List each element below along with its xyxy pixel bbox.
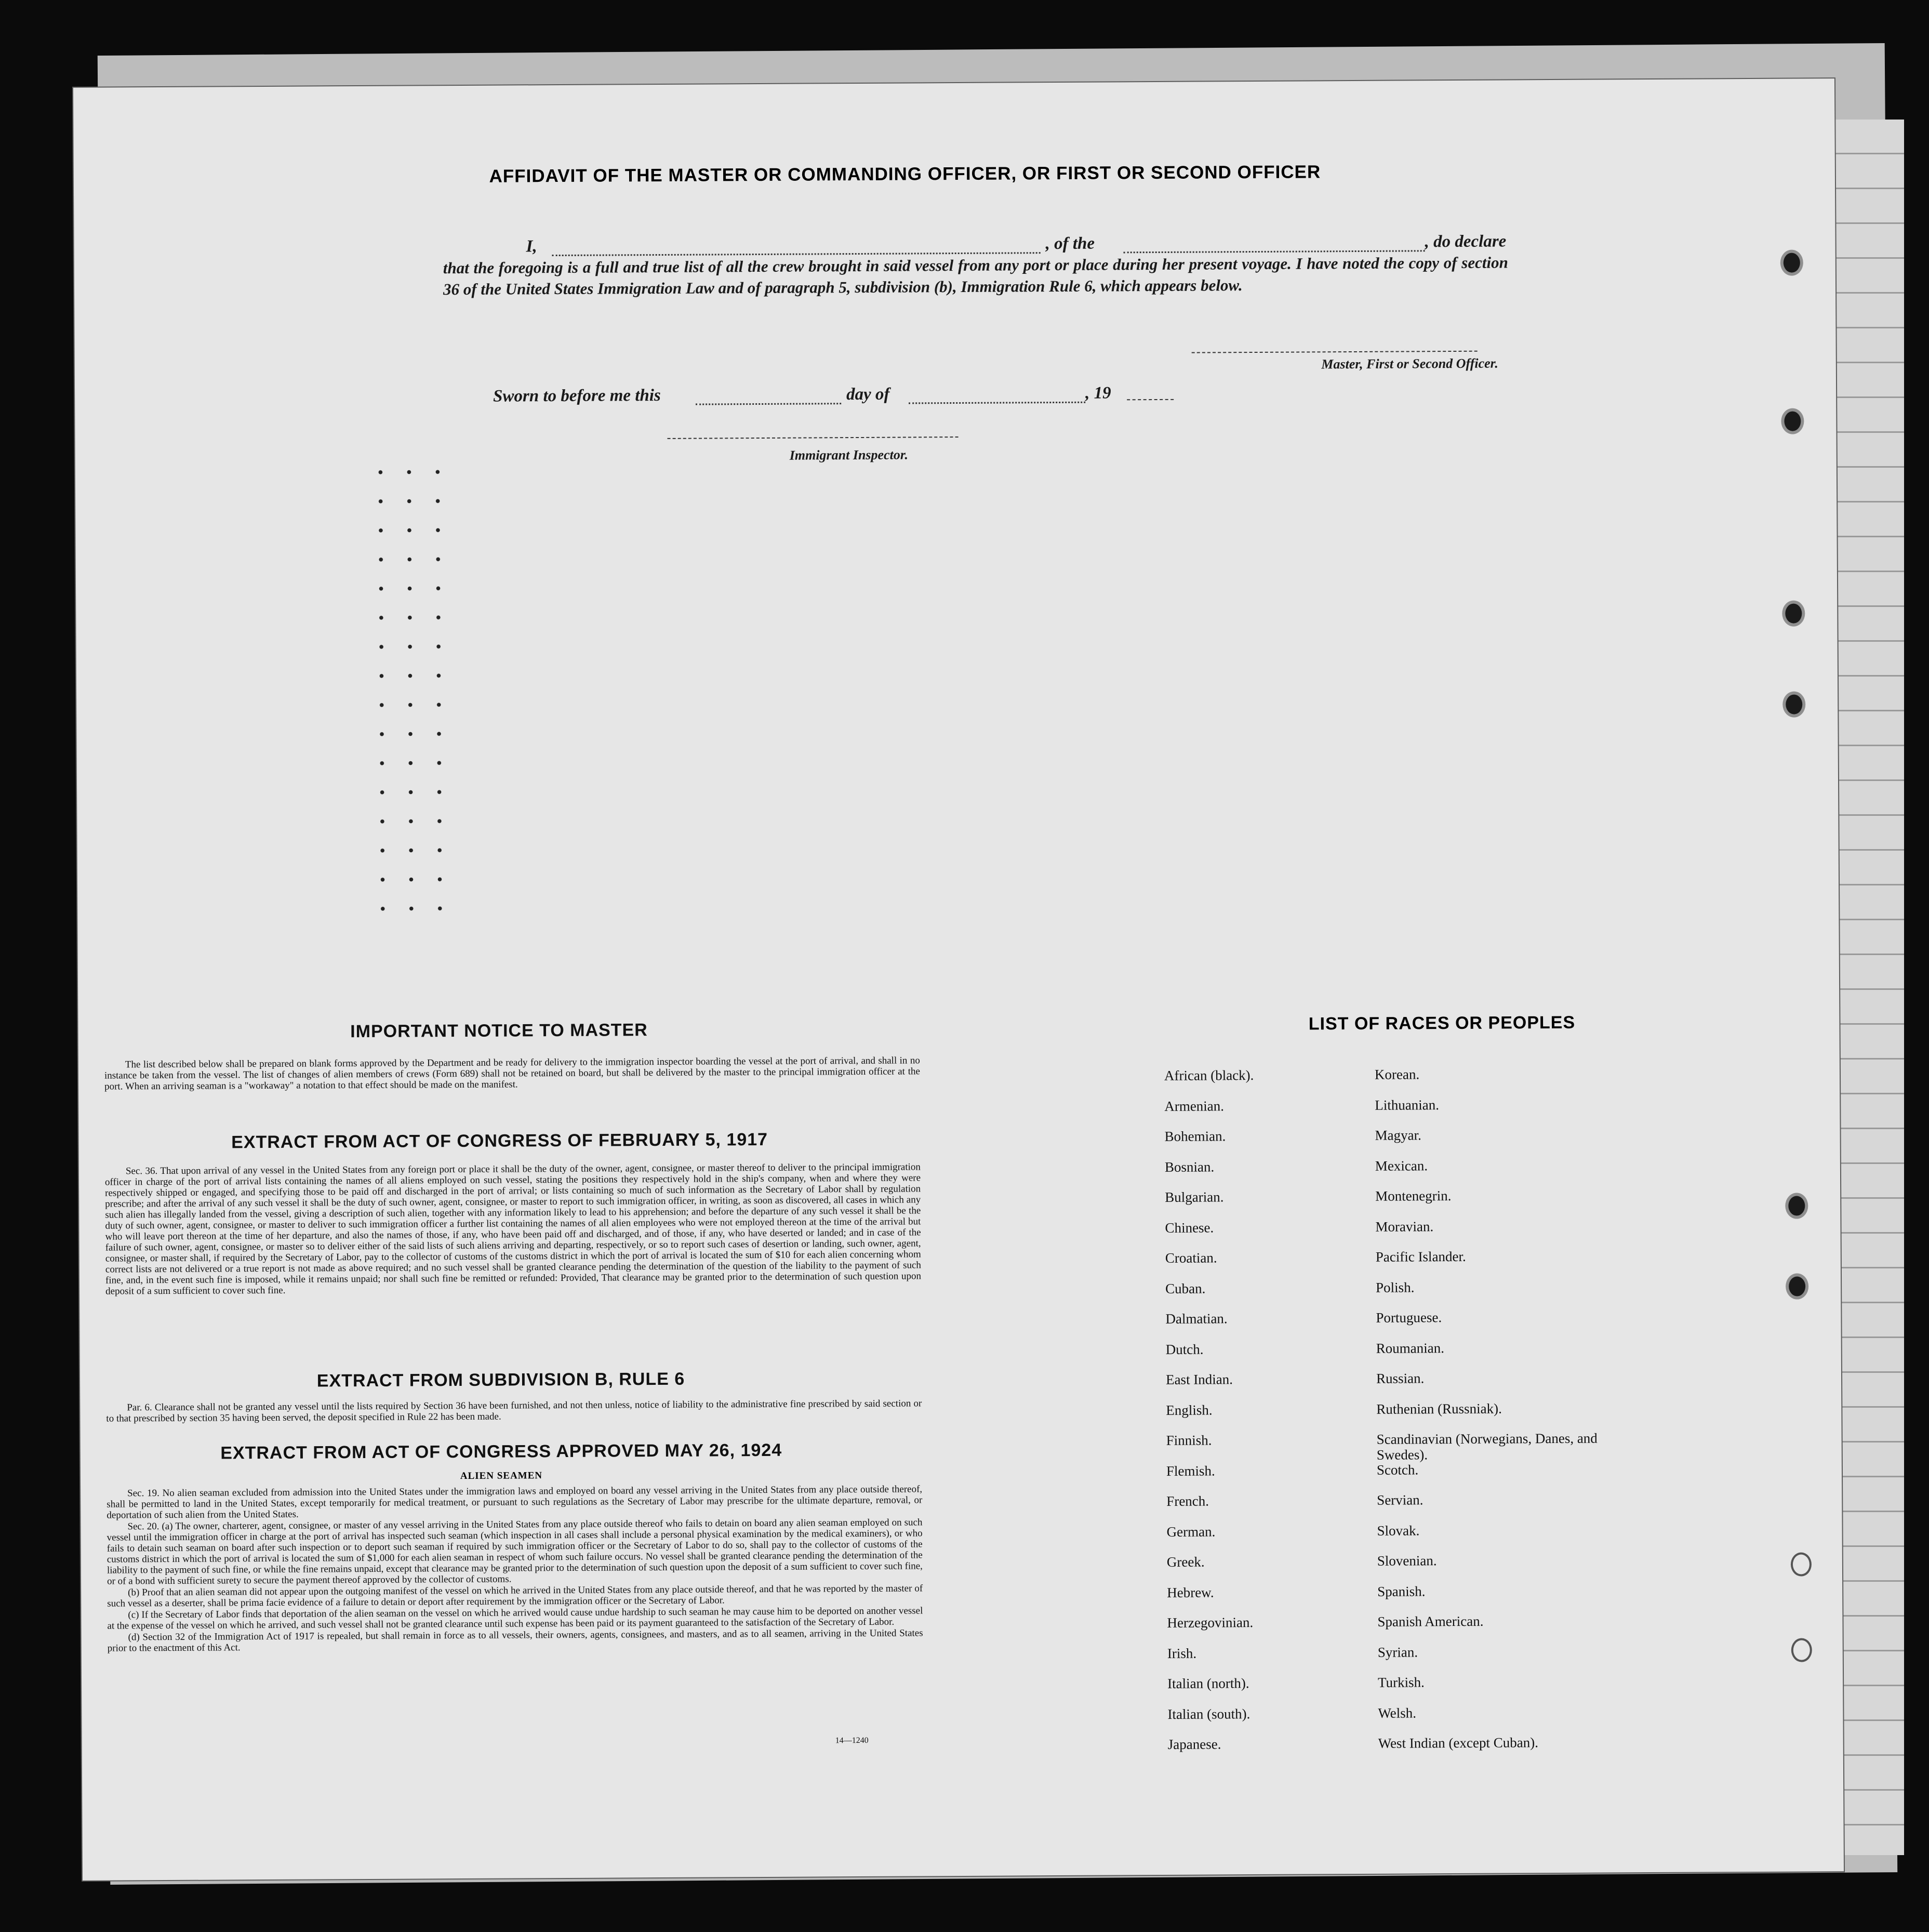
- race-item: Scotch.: [1376, 1461, 1419, 1478]
- race-item: Armenian.: [1164, 1097, 1225, 1114]
- race-item: Korean.: [1374, 1066, 1420, 1082]
- race-item: Magyar.: [1375, 1127, 1421, 1143]
- race-item: Herzegovinian.: [1167, 1615, 1254, 1631]
- race-item: Ruthenian (Russniak).: [1376, 1400, 1502, 1417]
- extract-1924-body: [107, 1484, 923, 1654]
- races-left-column: [1164, 1067, 1365, 1767]
- notice-body: The list described below shall be prepared on blank forms approved by the Department and be ready for delivery to the immigration inspector boarding the vessel at the port of arrival, and shall in no instance be taken from the vessel. The list of changes of alien members of crews (Form 689) shall not be retained on board, but shall be delivered by the master to the principal immigration officer at the port. When an arriving seaman is a "workaway" a notation to that effect should be made on the manifest.: [104, 1055, 920, 1092]
- race-item: Pacific Islander.: [1375, 1248, 1466, 1265]
- binder-hole: [1785, 603, 1802, 623]
- race-item: English.: [1166, 1401, 1213, 1418]
- race-item: Moravian.: [1375, 1218, 1434, 1235]
- binder-hole: [1789, 1276, 1805, 1296]
- sworn-day-blank[interactable]: [696, 399, 841, 405]
- inspector-signature-line[interactable]: [668, 436, 959, 439]
- race-item: Syrian.: [1377, 1644, 1418, 1660]
- race-item: Irish.: [1167, 1645, 1197, 1661]
- binder-hole: [1786, 694, 1802, 714]
- race-item: Dalmatian.: [1165, 1311, 1228, 1327]
- races-title: LIST OF RACES OR PEOPLES: [1308, 1012, 1576, 1034]
- race-item: Spanish.: [1377, 1583, 1426, 1599]
- binder-hole: [1793, 1640, 1810, 1660]
- race-item: Croatian.: [1165, 1250, 1217, 1266]
- extract-1924-paragraph: (d) Section 32 of the Immigration Act of 1917 is repealed, but shall remain in force as to all vessels, their owners, agents, consignees, and masters, and as to all seamen, arriving in the United States prior to the enactment of this Act.: [107, 1627, 923, 1654]
- dot-leaders: [366, 457, 452, 925]
- race-item: East Indian.: [1165, 1371, 1233, 1387]
- race-item: Scandinavian (Norwegians, Danes, and Swedes).: [1376, 1430, 1598, 1463]
- race-item: Russian.: [1376, 1370, 1425, 1386]
- extract-1924-paragraph: (b) Proof that an alien seaman did not appear upon the outgoing manifest of the vessel on which he arrived in the United States from any place outside thereof, and that he was reported by the master of such vessel as a deserter, shall be prima facie evidence of a failure to detain or deport after requirement by the immigration officer or the Secretary of Labor.: [107, 1583, 923, 1609]
- affidavit-of-the: , of the: [1045, 234, 1095, 254]
- race-item: Cuban.: [1165, 1280, 1206, 1296]
- race-item: Bulgarian.: [1165, 1189, 1224, 1205]
- binder-hole: [1793, 1554, 1810, 1574]
- extract-1917-body: Sec. 36. That upon arrival of any vessel in the United States from any foreign port or place it shall be the duty of the owner, agent, consignee, or master thereof to deliver to the principal immigration officer in charge of the port of arrival lists containing the names of all aliens employed on such vessel, stating the positions they respectively hold in the ship's company, when and where they were respectively shipped or engaged, and specifying those to be paid off and discharged in the port of arrival; or lists containing so much of such information as the Secretary of Labor shall by regulation prescribe; and after the arrival of any such vessel it shall be the duty of such owner, agent, consignee, or master to report to such immigration officer, in writing, as soon as discovered, all cases in which any such alien has illegally landed from the vessel, giving a description of such alien, together with any information likely to lead to his apprehension; and before the departure of any such vessel it shall be the duty of such owner, agent, consignee, or master to deliver to such immigration officer a further list containing the names of all alien employees who were not employed thereon at the time of the arrival but who will leave port thereon at the time of her departure, and also the names of those, if any, who have been paid off and discharged, and of those, if any, who have deserted or landed; and in case of the failure of such owner, agent, consignee, or master so to deliver either of the said lists of such aliens arriving and departing, respectively, or so to report such cases of desertion or landing, such owner, agent, consignee, or master shall, if required by the Secretary of Labor, pay to the collector of customs of the customs district in which the port of arrival is located the sum of $10 for each alien concerning whom correct lists are not delivered or a true report is not made as above required; and no such vessel shall be granted clearance pending the determination of the question of the liability to the payment of such fine, and, in the event such fine is imposed, while it remains unpaid; nor shall such fine be remitted or refunded: Provided, That clearance may be granted prior to the determination of such question upon deposit of a sum sufficient to cover such fine.: [104, 1161, 922, 1297]
- race-item: Welsh.: [1378, 1704, 1417, 1721]
- race-item: Bohemian.: [1164, 1128, 1226, 1144]
- race-item: Portuguese.: [1376, 1309, 1442, 1326]
- race-item: Mexican.: [1375, 1157, 1428, 1174]
- year-blank[interactable]: [1127, 399, 1174, 400]
- race-item: Slovenian.: [1377, 1553, 1437, 1569]
- race-item: Turkish.: [1378, 1674, 1425, 1690]
- master-signature-line[interactable]: [1192, 351, 1478, 353]
- form-page: [73, 78, 1844, 1881]
- year-text: , 19: [1085, 383, 1111, 403]
- extract-1924-paragraph: Sec. 20. (a) The owner, charterer, agent, consignee, or master of any vessel arriving in the United States from any place outside thereof who fails to detain on board any alien seaman employed on such vessel until the immigration officer in charge at the port of arrival has inspected such seaman (which inspection in all cases shall include a personal physical examination by the medical examiners), or who fails to detain such seaman on board after such inspection or to deport such seaman if required by such immigration officer or the Secretary of Labor to do so, shall pay to the collector of customs of the customs district in which the port of arrival is located the sum of $1,000 for each alien seaman in respect of whom such failure occurs. No vessel shall be granted clearance pending the determination of the liability to the payment of such fine, or while the fine remains unpaid, except that clearance may be granted prior to the determination of such question upon the deposit of a sum sufficient to cover such fine, or of a bond with sufficient surety to secure the payment thereof approved by the collector of customs.: [107, 1517, 923, 1587]
- race-item: Greek.: [1166, 1554, 1205, 1570]
- extract-rule6-body: Par. 6. Clearance shall not be granted any vessel until the lists required by Section 36 have been furnished, and not then unless, notice of liability to the administrative fine prescribed by said section or to that prescribed by section 35 having been served, the deposit specified in Rule 22 has been made.: [106, 1398, 922, 1424]
- affidavit-body: that the foregoing is a full and true list of all the crew brought in said vessel from any port or place during her present voyage. I have noted the copy of section 36 of the United States Immigration Law and of paragraph 5, subdivision (b), Immigration Rule 6, which appears below.: [443, 253, 1508, 299]
- race-item: German.: [1166, 1523, 1216, 1540]
- sworn-text: Sworn to before me this: [493, 386, 661, 406]
- race-item: Chinese.: [1165, 1219, 1214, 1236]
- binder-hole: [1784, 253, 1800, 273]
- affidavit-title: AFFIDAVIT OF THE MASTER OR COMMANDING OFFICER, OR FIRST OR SECOND OFFICER: [489, 162, 1321, 187]
- extract-1924-paragraph: (c) If the Secretary of Labor finds that deportation of the alien seaman on the vessel on which he arrived would cause undue hardship to such seaman he may cause him to be deported on another vessel at the expense of the vessel on which he arrived, and such vessel shall not be granted clearance until such expense has been paid or its payment guaranteed to the satisfaction of the Secretary of Labor.: [107, 1605, 923, 1632]
- race-item: Servian.: [1377, 1492, 1424, 1508]
- binder-hole: [1788, 1196, 1805, 1215]
- extract-1917-title: EXTRACT FROM ACT OF CONGRESS OF FEBRUARY 5, 1917: [231, 1129, 768, 1153]
- affidavit-declare: , do declare: [1425, 232, 1507, 252]
- race-item: French.: [1166, 1493, 1209, 1509]
- sworn-month-blank[interactable]: [909, 398, 1085, 404]
- race-item: Bosnian.: [1164, 1158, 1215, 1175]
- form-number: 14—1240: [835, 1736, 869, 1745]
- race-item: Italian (south).: [1167, 1705, 1250, 1722]
- day-of-text: day of: [846, 385, 890, 404]
- race-item: West Indian (except Cuban).: [1378, 1735, 1539, 1751]
- race-item: Finnish.: [1166, 1432, 1212, 1448]
- extract-rule6-title: EXTRACT FROM SUBDIVISION B, RULE 6: [316, 1369, 685, 1391]
- races-right-column: [1375, 1065, 1638, 1766]
- inspector-signature-label: Immigrant Inspector.: [789, 447, 909, 463]
- race-item: Slovak.: [1377, 1522, 1420, 1539]
- notice-title: IMPORTANT NOTICE TO MASTER: [350, 1020, 648, 1042]
- race-item: Lithuanian.: [1375, 1096, 1440, 1113]
- race-item: Flemish.: [1166, 1462, 1215, 1479]
- race-item: Polish.: [1376, 1279, 1415, 1295]
- extract-1924-title: EXTRACT FROM ACT OF CONGRESS APPROVED MAY 26, 1924: [220, 1440, 782, 1463]
- binder-hole: [1784, 411, 1801, 431]
- race-item: Roumanian.: [1376, 1340, 1445, 1356]
- extract-1924-subtitle: ALIEN SEAMEN: [460, 1470, 543, 1482]
- race-item: Montenegrin.: [1375, 1188, 1452, 1204]
- race-item: Dutch.: [1165, 1341, 1204, 1357]
- affidavit-line-i: I,: [526, 237, 537, 256]
- race-item: Italian (north).: [1167, 1675, 1249, 1691]
- master-signature-label: Master, First or Second Officer.: [1321, 355, 1498, 372]
- race-item: African (black).: [1164, 1067, 1254, 1083]
- extract-1924-paragraph: Sec. 19. No alien seaman excluded from admission into the United States under the immigration laws and employed on board any vessel arriving in the United States from any place outside thereof, shall be permitted to land in the United States, except temporarily for medical treatment, or pursuant to such regulations as the Secretary of Labor may prescribe for the ultimate departure, removal, or deportation of such alien from the United States.: [107, 1484, 923, 1521]
- race-item: Hebrew.: [1167, 1584, 1214, 1600]
- race-item: Japanese.: [1167, 1736, 1221, 1752]
- race-item: Spanish American.: [1377, 1613, 1484, 1630]
